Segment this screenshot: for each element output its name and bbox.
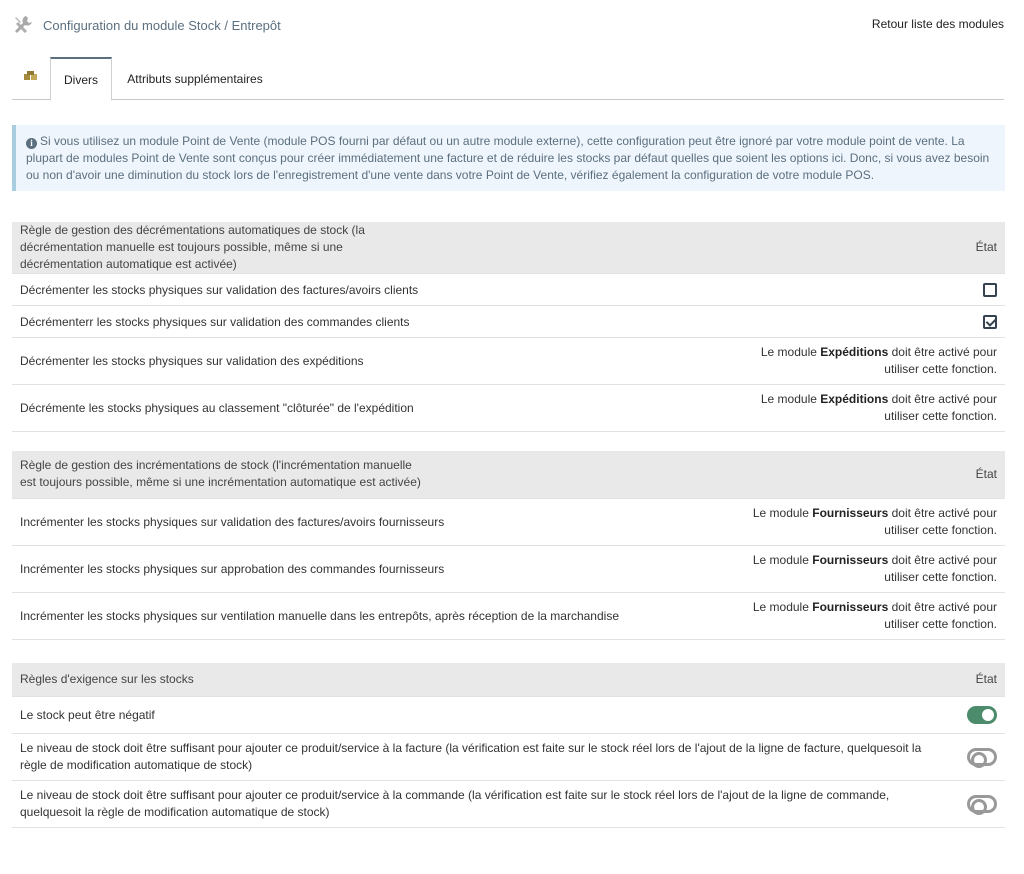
back-to-modules-link[interactable]: Retour liste des modules xyxy=(871,17,1004,31)
title-bar xyxy=(12,13,1004,37)
state-header: État xyxy=(945,663,1005,696)
table-row xyxy=(12,592,1005,639)
note-module: Fournisseurs xyxy=(812,599,889,614)
row-label: Décrémente les stocks physiques au classement "clôturée" de l'expédition xyxy=(12,385,725,432)
row-label: Décrémenter les stocks physiques sur validation des expéditions xyxy=(12,338,725,385)
table-row xyxy=(12,733,1005,780)
note-suffix: doit être activé pour utiliser cette fonction. xyxy=(884,505,997,537)
checkbox-decrement-invoices[interactable] xyxy=(983,283,997,297)
row-label: Incrémenter les stocks physiques sur approbation des commandes fournisseurs xyxy=(12,545,725,592)
requirements-table xyxy=(12,663,1005,828)
module-required-note xyxy=(725,592,1005,639)
state-header: État xyxy=(725,451,1005,498)
module-required-note xyxy=(725,545,1005,592)
module-required-note xyxy=(725,498,1005,545)
info-circle-icon: i xyxy=(26,138,37,149)
table-row xyxy=(12,696,1005,733)
table-header-row xyxy=(12,222,1005,274)
table-row xyxy=(12,306,1005,338)
tab-bar xyxy=(12,57,1004,100)
note-module: Expéditions xyxy=(820,392,889,406)
state-header: État xyxy=(725,222,1005,274)
row-label: Décrémenterr les stocks physiques sur validation des commandes clients xyxy=(12,306,725,338)
table-row xyxy=(12,498,1005,545)
toggle-negative-stock[interactable] xyxy=(967,706,997,724)
table-header-row xyxy=(12,663,1005,696)
note-prefix: Le module xyxy=(760,345,821,359)
box-icon xyxy=(23,71,39,86)
table-row xyxy=(12,338,1005,385)
page-title: Configuration du module Stock / Entrepôt xyxy=(43,17,281,33)
info-box xyxy=(12,125,1005,191)
table-row xyxy=(12,545,1005,592)
tools-icon xyxy=(12,14,34,36)
module-required-note xyxy=(725,338,1005,385)
row-label: Le stock peut être négatif xyxy=(12,696,945,733)
row-label: Le niveau de stock doit être suffisant pour ajouter ce produit/service à la facture (la vérification est faite sur le stock réel lors de l'ajout de la ligne de facture, quelquesoit la règle de modification automatique de stock) xyxy=(12,733,945,780)
note-suffix: doit être activé pour utiliser cette fonction. xyxy=(884,392,997,423)
increment-header: Règle de gestion des incrémentations de stock (l'incrémentation manuelle est toujours possible, même si une incrémentation automatique est activée) xyxy=(12,451,725,498)
note-prefix: Le module xyxy=(760,392,821,406)
increment-rules-table xyxy=(12,451,1005,640)
note-prefix: Le module xyxy=(752,552,813,567)
note-suffix: doit être activé pour utiliser cette fonction. xyxy=(884,599,997,631)
note-prefix: Le module xyxy=(752,599,813,614)
toggle-stock-check-invoice[interactable] xyxy=(967,748,997,766)
row-label: Incrémenter les stocks physiques sur ventilation manuelle dans les entrepôts, après réception de la marchandise xyxy=(12,592,725,639)
table-header-row xyxy=(12,451,1005,498)
row-label: Le niveau de stock doit être suffisant pour ajouter ce produit/service à la commande (la vérification est faite sur le stock réel lors de l'ajout de la ligne de commande, quelquesoit la règle de modification automatique de stock) xyxy=(12,780,945,827)
tab-picto[interactable] xyxy=(12,57,50,100)
row-label: Incrémenter les stocks physiques sur validation des factures/avoirs fournisseurs xyxy=(12,498,725,545)
info-text: Si vous utilisez un module Point de Vente (module POS fourni par défaut ou un autre module externe), cette configuration peut être ignoré par votre module point de vente. La plupart de modules Point de Vente sont conçus pour créer immédiatement une facture et de réduire les stocks par défaut quelles que soient les options ici. Donc, si vous avez besoin ou non d'avoir une diminution du stock lors de l'enregistrement d'une vente dans votre Point de Vente, vérifiez également la configuration de votre module POS. xyxy=(26,134,990,182)
note-module: Expéditions xyxy=(820,345,889,359)
toggle-stock-check-order[interactable] xyxy=(967,795,997,813)
table-row xyxy=(12,274,1005,306)
table-row xyxy=(12,780,1005,827)
tab-extra-attributes[interactable]: Attributs supplémentaires xyxy=(127,71,263,86)
module-required-note xyxy=(725,385,1005,432)
requirements-header: Règles d'exigence sur les stocks xyxy=(12,663,945,696)
note-module: Fournisseurs xyxy=(812,505,889,520)
decrement-rules-table xyxy=(12,222,1005,432)
decrement-header: Règle de gestion des décrémentations automatiques de stock (la décrémentation manuelle est toujours possible, même si une décrémentation automatique est activée) xyxy=(12,222,725,274)
note-suffix: doit être activé pour utiliser cette fonction. xyxy=(884,552,997,584)
tab-divers[interactable]: Divers xyxy=(50,57,112,101)
note-suffix: doit être activé pour utiliser cette fonction. xyxy=(884,345,997,376)
row-label: Décrémenter les stocks physiques sur validation des factures/avoirs clients xyxy=(12,274,725,306)
table-row xyxy=(12,385,1005,432)
note-module: Fournisseurs xyxy=(812,552,889,567)
checkbox-decrement-orders[interactable] xyxy=(983,315,997,329)
note-prefix: Le module xyxy=(752,505,813,520)
